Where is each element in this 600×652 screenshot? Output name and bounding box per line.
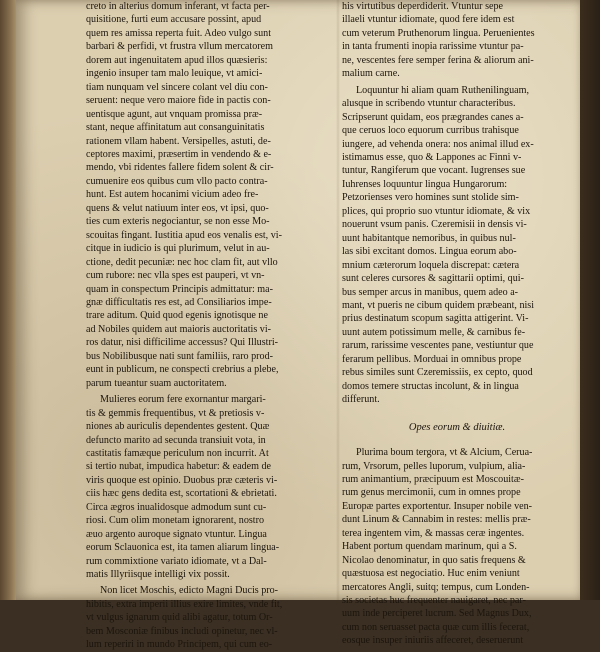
- text-line: hunt. Est autem hocanimi vicium adeo fre-: [86, 189, 259, 201]
- text-line: cum rubore: nec vlla spes est pauperi, vt vn-: [86, 270, 265, 282]
- text-line: tis & gemmis frequentibus, vt & pretiosis v-: [86, 407, 265, 419]
- text-line: rum animantium, præcipuum est Moscouitæ-: [342, 473, 524, 485]
- text-line: domos temere structas incolunt, & in lingua: [342, 380, 519, 392]
- column-gutter: [336, 0, 340, 600]
- right-paragraph-3: [342, 446, 572, 648]
- text-line: uum inde perciperet lucrum. Sed Magnus Dux,: [342, 608, 532, 620]
- text-line: Non licet Moschis, edicto Magni Ducis pro-: [100, 585, 279, 597]
- text-line: barbari & perfidi, vt frustra vllum mercatorem: [86, 41, 273, 53]
- text-line: quens & velut natiuum inter eos, vt ipsi, quo-: [86, 202, 269, 214]
- text-line: plices, qui proprio suo vtuntur idiomate, & vix: [342, 205, 531, 217]
- text-line: niones ab auriculis dependentes gestent. Quæ: [86, 421, 270, 433]
- book-page: [16, 0, 584, 651]
- text-line: uentisque agunt, aut vnquam promissa præ-: [86, 108, 263, 120]
- text-line: ciis hæc gens dedita est, scortationi & ebrietati.: [86, 488, 277, 500]
- text-line: eorum Sclauonica est, ita tamen aliarum lingua-: [86, 542, 280, 554]
- right-column: [342, 0, 572, 648]
- text-line: si tertio nubat, impudica habetur: & eadem de: [86, 461, 271, 473]
- text-line: que ceruos loco equorum curribus trahisque: [342, 125, 519, 137]
- text-line: eosque insuper iniuriis affeceret, deseruerunt: [342, 635, 524, 647]
- text-line: riosi. Cum olim monetam ignorarent, nostro: [86, 515, 265, 527]
- text-line: rum genus mercimonii, cum in omnes prope: [342, 487, 521, 499]
- text-line: uunt autem potissimum melle, & carnibus fe-: [342, 326, 526, 338]
- text-line: Iuhrenses loquuntur lingua Hungarorum:: [342, 178, 508, 190]
- text-line: bus Nobilibusque nati sunt familiis, raro prod-: [86, 350, 273, 362]
- text-line: las sibi excitant domos. Lingua eorum abo-: [342, 246, 517, 258]
- text-line: trare aditum. Quid quod egenis ignotisque ne: [86, 310, 268, 322]
- text-line: bus semper arcus in manibus, quem adeo a-: [342, 286, 519, 298]
- left-paragraph-1: [86, 0, 336, 390]
- left-paragraph-3: [86, 584, 336, 651]
- text-line: istimamus esse, quo & Lappones ac Finni v-: [342, 151, 522, 163]
- text-line: differunt.: [342, 394, 380, 406]
- text-line: dorem aut ingenuitatem apud illos quæsieris:: [86, 54, 268, 66]
- text-line: illaeli vtuntur idiomate, quod fere idem est: [342, 14, 515, 26]
- text-line: vt vulgus ignarum quid alibi agatur, totum Or-: [86, 612, 273, 624]
- text-line: castitatis famæque periculum non incurrit. At: [86, 447, 269, 459]
- text-line: defuncto marito ad secunda transiuit vota, in: [86, 434, 266, 446]
- text-line: cum non seruasset pacta quæ cum illis fecerat,: [342, 621, 530, 633]
- text-line: mnium cæterorum loquela discrepat: cætera: [342, 259, 520, 271]
- text-line: æuo argento auroque signato vtuntur. Lingua: [86, 528, 267, 540]
- text-line: ceptores maximi, præsertim in vendendo & e-: [86, 148, 272, 160]
- text-line: bem Mosconiæ finibus includi opinetur, nec vl-: [86, 625, 278, 637]
- text-line: prius destinatum scopum sagitta attigerint. Vi-: [342, 313, 529, 325]
- text-line: Nicolao denominatur, in quo satis frequens &: [342, 554, 526, 566]
- text-line: ties cum exteris negociantur, se non esse Mo-: [86, 216, 270, 228]
- text-line: quam in conspectum Principis admittatur: ma-: [86, 283, 273, 295]
- left-paragraph-2: [86, 393, 336, 581]
- page-edge-shadow: [580, 0, 600, 600]
- section-heading: Opes eorum & diuitiæ.: [408, 421, 506, 433]
- right-paragraph-1: [342, 0, 572, 81]
- right-paragraph-2: [342, 84, 572, 407]
- text-line: lum reperiri in mundo Principem, qui cum eo-: [86, 639, 273, 651]
- text-line: terea ingentem vim, & massas ceræ ingentes.: [342, 527, 525, 539]
- text-line: iungere, ad vehenda onera: nos animal illud ex-: [342, 138, 534, 150]
- text-line: hibitis, extra imperii illius exire limites, vnde fit,: [86, 598, 283, 610]
- text-line: ros datur, nisi difficilime accessus? Qui Illustri-: [86, 337, 278, 349]
- text-line: dunt Linum & Cannabim in restes: mellis præ-: [342, 514, 531, 526]
- text-line: sis societas huc frequenter nauigaret, nec par-: [342, 595, 526, 607]
- text-line: gnæ difficultatis res est, ad Consiliarios impe-: [86, 296, 272, 308]
- text-line: ingenio insuper tam malo leuique, vt amici-: [86, 68, 263, 80]
- text-line: rum commixtione variato idiomate, vt a Dal-: [86, 555, 267, 567]
- text-line: matis Illyriisque intelligi vix possit.: [86, 569, 230, 581]
- text-line: quæstuosa est negociatio. Huc enim veniunt: [342, 568, 520, 580]
- text-line: rationem vllam habent. Versipelles, astuti, de-: [86, 135, 271, 147]
- text-line: mercatores Angli, suitq; tempus, cum Londen-: [342, 581, 530, 593]
- text-line: Europæ partes exportentur. Insuper nobile ven-: [342, 500, 533, 512]
- text-line: nouerunt vsum panis. Czeremisii in densis vi-: [342, 219, 527, 231]
- text-line: ctione, dedit pecuniæ: nec hoc clam fit, aut vllo: [86, 256, 278, 268]
- text-line: mant, vt pueris ne cibum quidem præbeant, nisi: [342, 299, 535, 311]
- text-line: sunt celeres cursores & sagittarii optimi, qui-: [342, 273, 524, 285]
- text-line: cumuenire eos quibus cum vllo pacto contra-: [86, 175, 268, 187]
- text-line: his virtutibus deperdiderit. Vtuntur sepe: [342, 1, 504, 12]
- text-line: viris quoque est opinio. Duobus præ cæteris vi-: [86, 474, 278, 486]
- text-line: creto in alterius domum inferant, vt facta per-: [86, 1, 270, 12]
- text-line: Habent portum quendam marinum, qui a S.: [342, 541, 517, 553]
- text-line: Plurima boum tergora, vt & Alcium, Cerua-: [356, 447, 533, 459]
- text-line: rum, Vrsorum, pelles luporum, vulpium, alia-: [342, 460, 526, 472]
- text-line: ferarum pellibus. Morduai in omnibus prope: [342, 353, 522, 365]
- text-line: tiam nunquam vel sincere colant vel diu con-: [86, 81, 268, 93]
- text-line: citque in iudicio is qui plurimum, velut in au-: [86, 243, 270, 255]
- text-line: Scripserunt quidam, eos prægrandes canes a-: [342, 111, 524, 123]
- text-line: alusque in scribendo vtuntur characteribus.: [342, 98, 516, 110]
- text-line: Loquuntur hi aliam quam Ruthenilinguam,: [356, 84, 529, 96]
- text-line: in tanta frumenti inopia rarissime vtuntur pa-: [342, 41, 524, 53]
- text-line: ad Nobiles quidem aut maioris auctoritatis vi-: [86, 323, 272, 335]
- text-line: scouitas fingant. Iustitia apud eos venalis est, vi-: [86, 229, 282, 241]
- text-line: Petzorienses vero homines sunt stolide sim-: [342, 192, 519, 204]
- text-line: tuntur, Rangiferum que vocant. Iugrenses sue: [342, 165, 526, 177]
- text-line: Mulieres eorum fere exornantur margari-: [100, 394, 266, 406]
- text-line: quisitione, furti eum accusare possint, apud: [86, 14, 262, 26]
- text-line: rebus similes sunt Czeremissiis, ex cepto, quod: [342, 367, 533, 379]
- text-line: Circa ægros inualidosque admodum sunt cu-: [86, 501, 267, 513]
- text-line: malium carne.: [342, 68, 400, 80]
- text-line: parum tueantur suam auctoritatem.: [86, 377, 227, 389]
- text-line: seruent: neque vero maiore fide in pactis con-: [86, 95, 271, 107]
- text-line: uunt habitantque nemoribus, in quibus nul-: [342, 232, 516, 244]
- left-column: [86, 0, 336, 652]
- text-line: cum veterum Pruthenorum lingua. Peruenientes: [342, 27, 535, 39]
- text-line: rarum, rarissime vescentes pane, vestiuntur que: [342, 340, 534, 352]
- text-line: quem res amissa reperta fuit. Adeo vulgo sunt: [86, 27, 272, 39]
- text-line: ne, vescentes fere semper ferina & aliorum ani-: [342, 54, 534, 66]
- text-line: mendo, vbi ridentes fallere fidem solent & cir-: [86, 162, 274, 174]
- text-line: eunt in publicum, ne conspecti crebrius a plebe,: [86, 364, 279, 376]
- text-line: stant, neque affinitatum aut consanguinitatis: [86, 122, 265, 134]
